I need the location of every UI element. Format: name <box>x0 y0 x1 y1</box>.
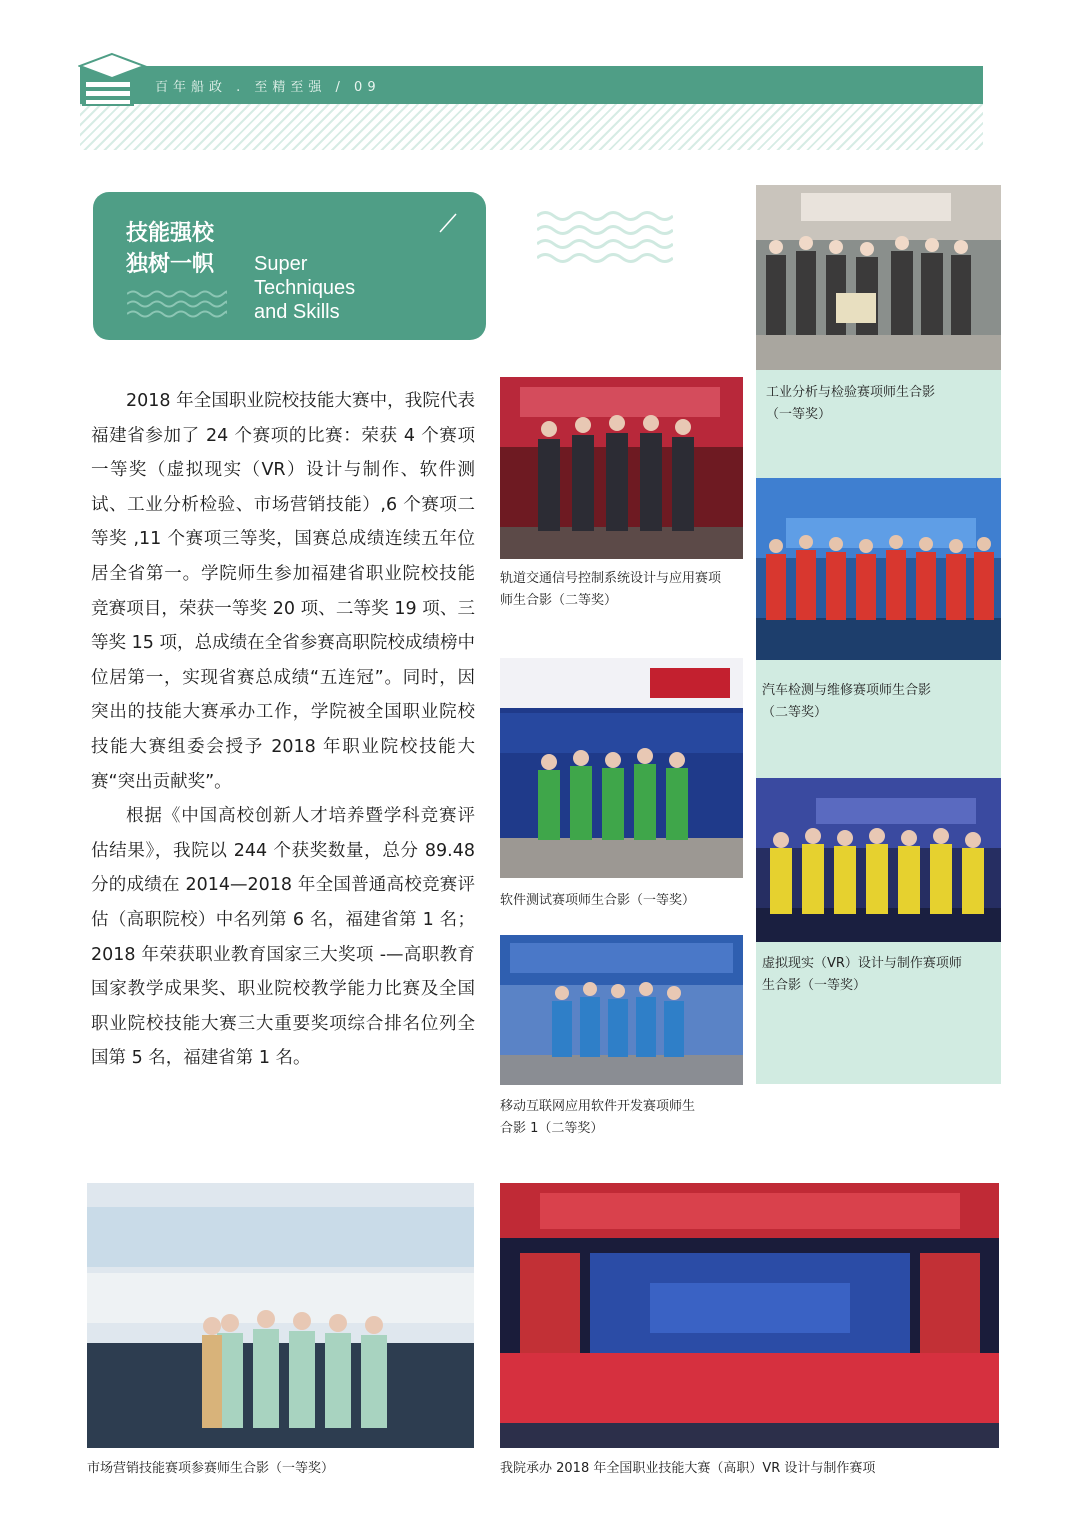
caption-auto: 汽车检测与维修赛项师生合影 （二等奖） <box>762 683 932 720</box>
caption-industrial: 工业分析与检验赛项师生合影 （一等奖） <box>766 385 936 422</box>
title-cn-line1: 技能强校 <box>126 221 215 246</box>
caption-software: 软件测试赛项师生合影（一等奖） <box>500 893 696 908</box>
wave-pattern-icon <box>537 208 673 266</box>
section-title-cn <box>126 218 214 280</box>
title-cn-line2: 独树一帜 <box>126 252 215 277</box>
caption-mobile: 移动互联网应用软件开发赛项师生 合影 1（二等奖） <box>500 1099 696 1136</box>
caption-ceremony: 我院承办 2018 年全国职业技能大赛（高职）VR 设计与制作赛项 <box>500 1461 876 1476</box>
caption-vr: 虚拟现实（VR）设计与制作赛项师 生合影（一等奖） <box>762 956 962 993</box>
title-en-line1: Super <box>254 253 308 275</box>
caption-rail: 轨道交通信号控制系统设计与应用赛项 师生合影（二等奖） <box>500 571 722 608</box>
slash-decoration-icon <box>438 212 458 234</box>
wave-decoration-icon <box>127 288 227 322</box>
paragraph-2: 根据《中国高校创新人才培养暨学科竞赛评估结果》，我院以 244 个获奖数量，总分 89.48 分的成绩在 2014—2018 年全国普通高校竞赛评估（高职院校）中名列第 6 名，福建省第 1 名；2018 年荣获职业教育国家三大奖项 -—高职教育国家教学成果奖、职业院校教学能力比赛及全国职业院校技能大赛三大重要奖项综合排名位列全国第 5 名，福建省第 1 名。 <box>91 806 475 1069</box>
header-hatch-band <box>80 104 983 150</box>
caption-marketing: 市场营销技能赛项参赛师生合影（一等奖） <box>87 1461 335 1476</box>
photo-software-testing <box>500 658 743 878</box>
paragraph-1: 2018 年全国职业院校技能大赛中，我院代表福建省参加了 24 个赛项的比赛：荣获 4 个赛项一等奖（虚拟现实（VR）设计与制作、软件测试、工业分析检验、市场营销技能）,6 个赛项二等奖 ,11 个赛项三等奖，国赛总成绩连续五年位居全省第一。学院师生参加福建省职业院校技能竞赛项目，荣获一等奖 20 项、二等奖 19 项、三等奖 15 项，总成绩在全省参赛高职院校成绩榜中位居第一，实现省赛总成绩“五连冠”。同时，因突出的技能大赛承办工作，学院被全国职业院校技能大赛组委会授予 2018 年职业院校技能大赛“突出贡献奖”。 <box>91 391 475 792</box>
photo-vr-design <box>756 778 1001 942</box>
title-en-line3: and Skills <box>254 301 340 323</box>
photo-industrial-analysis <box>756 185 1001 370</box>
title-en-line2: Techniques <box>254 277 356 299</box>
section-title-en <box>254 252 355 324</box>
graduation-cap-books-icon <box>78 52 148 108</box>
article-body <box>91 384 475 1076</box>
photo-mobile-app <box>500 935 743 1085</box>
running-title: 百年船政 . 至精至强 / 09 <box>155 80 381 95</box>
photo-auto-inspection <box>756 478 1001 660</box>
photo-marketing <box>87 1183 474 1448</box>
photo-rail-transit <box>500 377 743 559</box>
photo-closing-ceremony <box>500 1183 999 1448</box>
